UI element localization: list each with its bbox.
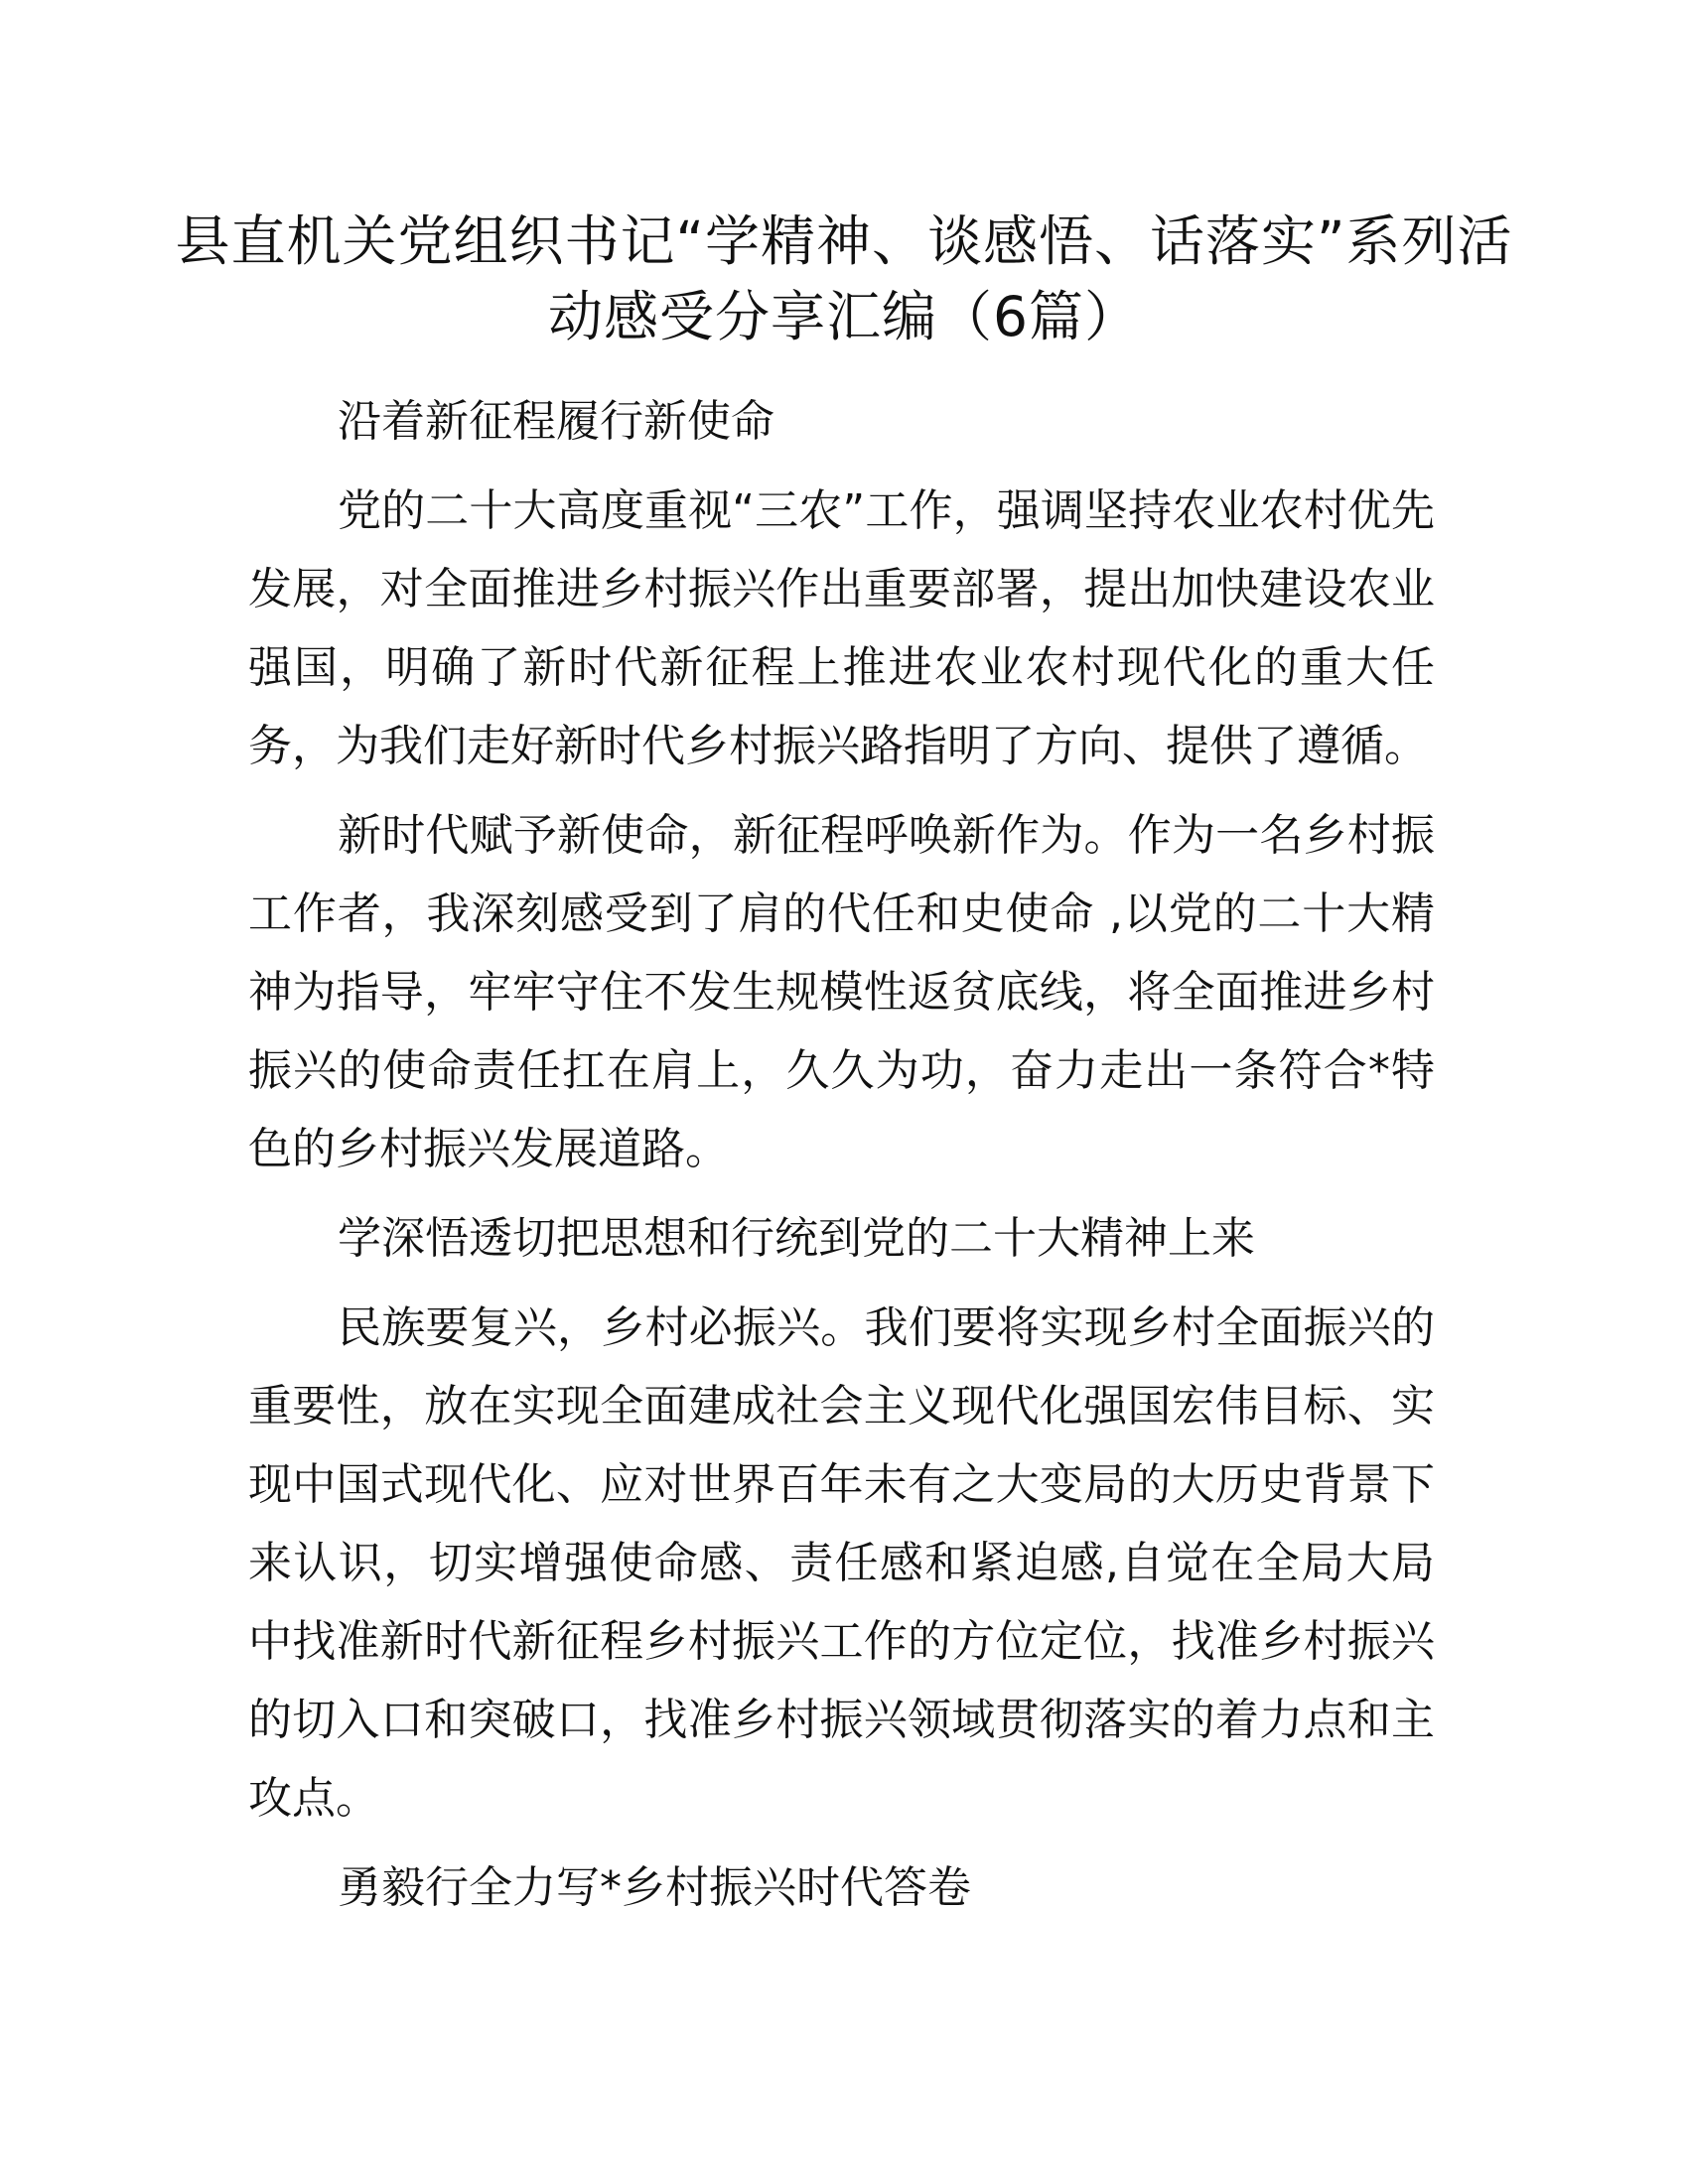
body-paragraph: 党的二十大高度重视“三农”工作，强调坚持农业农村优先发展，对全面推进乡村振兴作出重要部署，提出加快建设农业强国，明确了新时代新征程上推进农业农村现代化的重大任务，为我们走好新时代乡村振兴路指明了方向、提供了遵循。 — [248, 485, 1435, 771]
section-heading: 学深悟透切把思想和行统到党的二十大精神上来 — [338, 1213, 1255, 1264]
body-paragraph: 民族要复兴，乡村必振兴。我们要将实现乡村全面振兴的重要性，放在实现全面建成社会主义现代化强国宏伟目标、实现中国式现代化、应对世界百年未有之大变局的大历史背景下来认识，切实增强使命感、责任感和紧迫感,自觉在全局大局中找准新时代新征程乡村振兴工作的方位定位，找准乡村振兴的切入口和突破口，找准乡村振兴领域贯彻落实的着力点和主攻点。 — [248, 1302, 1435, 1824]
section-heading: 勇毅行全力写*乡村振兴时代答卷 — [338, 1862, 971, 1913]
document-body — [248, 382, 1435, 1938]
section-heading: 沿着新征程履行新使命 — [338, 396, 774, 447]
document-title: 县直机关党组织书记“学精神、谈感悟、话落实”系列活动感受分享汇编（6篇） — [175, 209, 1513, 348]
body-paragraph: 新时代赋予新使命，新征程呼唤新作为。作为一名乡村振工作者，我深刻感受到了肩的代任和史使命 ,以党的二十大精神为指导，牢牢守住不发生规模性返贫底线，将全面推进乡村振兴的使命责任扛在肩上，久久为功，奋力走出一条符合*特色的乡村振兴发展道路。 — [248, 810, 1435, 1174]
